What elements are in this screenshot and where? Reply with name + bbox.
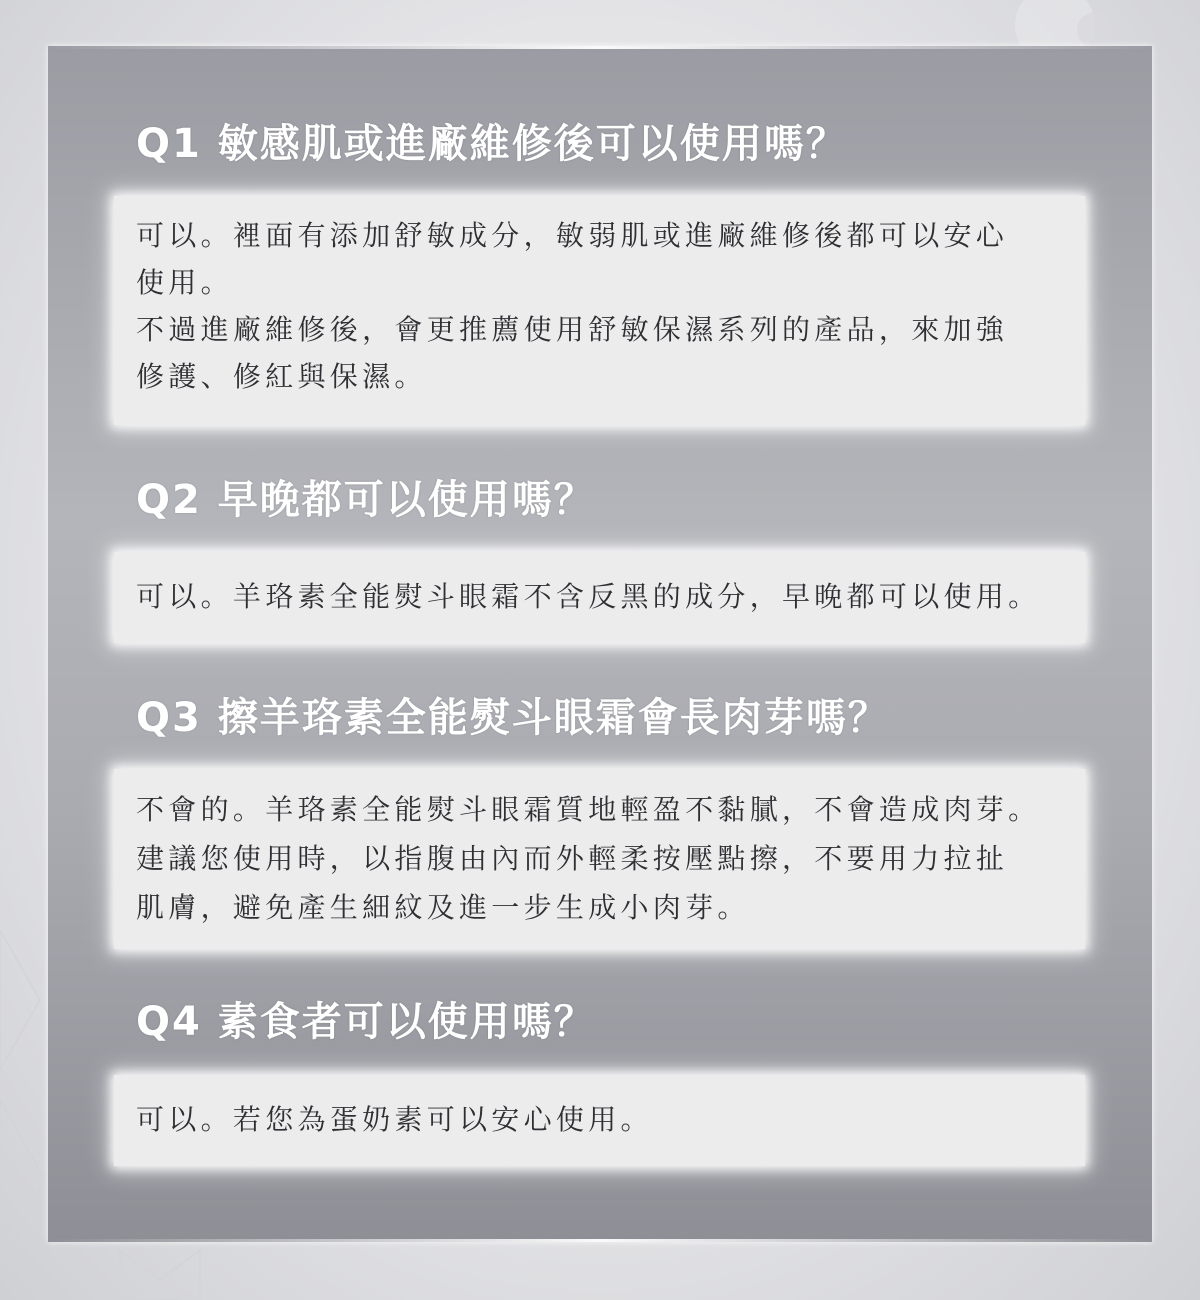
faq-question-2: Q2 早晚都可以使用嗎？ — [136, 477, 596, 523]
answer-line: 建議您使用時，以指腹由內而外輕柔按壓點擦，不要用力拉扯 — [136, 842, 1009, 875]
faq-answer-4 — [114, 1075, 1085, 1166]
answer-line: 可以。羊珞素全能熨斗眼霜不含反黑的成分，早晚都可以使用。 — [136, 580, 1041, 613]
faq-question-1: Q1 敏感肌或進廠維修後可以使用嗎？ — [136, 121, 848, 167]
faq-answer-3 — [114, 769, 1085, 949]
answer-line: 使用。 — [136, 266, 233, 299]
faq-question-3: Q3 擦羊珞素全能熨斗眼霜會長肉芽嗎？ — [136, 695, 890, 741]
answer-line: 不過進廠維修後，會更推薦使用舒敏保濕系列的產品，來加強 — [136, 313, 1009, 346]
faq-answer-1 — [114, 196, 1085, 425]
answer-line: 可以。裡面有添加舒敏成分，敏弱肌或進廠維修後都可以安心 — [136, 219, 1009, 252]
answer-line: 修護、修紅與保濕。 — [136, 360, 427, 393]
answer-line: 不會的。羊珞素全能熨斗眼霜質地輕盈不黏膩，不會造成肉芽。 — [136, 793, 1041, 826]
answer-line: 可以。若您為蛋奶素可以安心使用。 — [136, 1103, 653, 1136]
answer-line: 肌膚，避免產生細紋及進一步生成小肉芽。 — [136, 891, 750, 924]
faq-question-4: Q4 素食者可以使用嗎？ — [136, 999, 596, 1045]
faq-panel — [48, 46, 1152, 1242]
faq-answer-2 — [114, 552, 1085, 643]
